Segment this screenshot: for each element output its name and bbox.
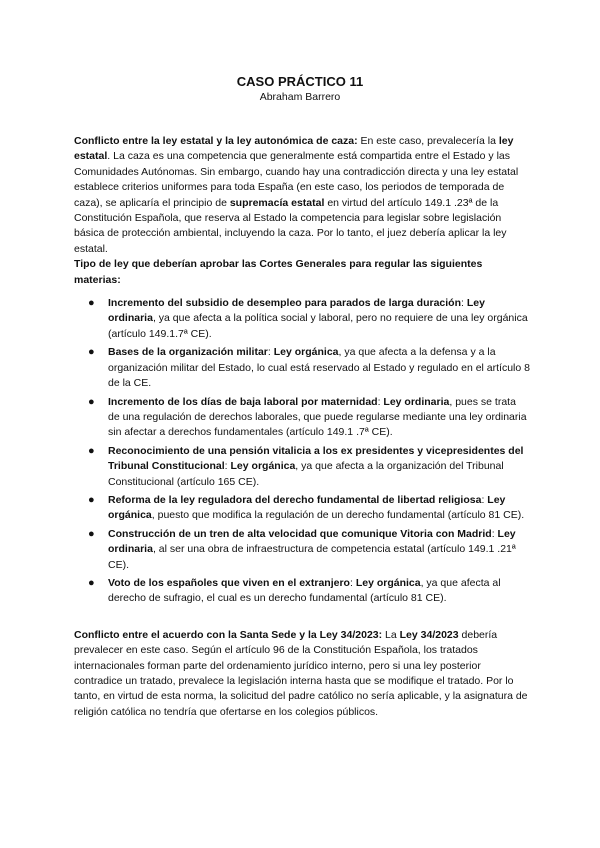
item-law-type: Ley orgánica — [108, 493, 506, 522]
body-text: debería prevalecer en este caso. Según el artículo 96 de la Constitución Española, los tratados internacionales forman parte del ordenamiento jurídico interno, pero si una ley posterior contradice un tratado, prevalece la legislación interna hasta que se modifique el tratado. Por lo tanto, en virtud de esta norma, la solicitud del padre católico no sería aplicable, y la asignatura de religión católica no tendría que ofertarse en los colegios públicos. — [74, 628, 528, 718]
item-subject: Bases de la organización militar — [108, 346, 268, 359]
body-text: En este caso, prevalecería la — [357, 135, 499, 147]
item-text: , ya que afecta a la organización del Tribunal Constitucional (artículo 165 CE). — [108, 460, 504, 488]
item-separator: : — [481, 493, 488, 506]
item-separator: : — [461, 297, 467, 310]
item-subject: Incremento del subsidio de desempleo para parados de larga duración — [108, 297, 462, 310]
list-item — [88, 493, 530, 524]
item-separator: : — [267, 346, 274, 359]
item-subject: Voto de los españoles que viven en el extranjero — [108, 576, 350, 589]
item-separator: : — [491, 527, 498, 540]
list-item — [88, 444, 530, 490]
bullet-icon: ● — [88, 346, 95, 359]
bullet-icon: ● — [88, 297, 95, 310]
item-law-type: Ley ordinaria — [383, 395, 450, 408]
bullet-icon: ● — [88, 527, 95, 540]
bold-term: supremacía estatal — [229, 196, 325, 209]
bullet-icon: ● — [88, 444, 95, 457]
item-separator: : — [224, 460, 231, 473]
section-heading: Tipo de ley que deberían aprobar las Cortes Generales para regular las siguientes materias: — [74, 258, 483, 286]
section-heading: Conflicto entre el acuerdo con la Santa Sede y la Ley 34/2023: — [74, 628, 383, 641]
document-title: CASO PRÁCTICO 11 — [236, 74, 364, 89]
law-types-list — [74, 296, 530, 607]
list-item — [88, 576, 530, 607]
item-law-type: Ley ordinaria — [108, 297, 485, 325]
section-heading: Conflicto entre la ley estatal y la ley autonómica de caza: — [74, 135, 358, 147]
item-law-type: Ley orgánica — [273, 346, 339, 359]
bullet-icon: ● — [88, 493, 95, 506]
list-item — [88, 296, 530, 342]
paragraph-holy-see-conflict — [74, 628, 530, 720]
item-text: , puesto que modifica la regulación de un derecho fundamental (artículo 81 CE). — [151, 509, 525, 522]
item-subject: Construcción de un tren de alta velocidad que comunique Vitoria con Madrid — [108, 527, 492, 540]
bullet-icon: ● — [88, 395, 95, 408]
item-text: , pues se trata de una regulación de derechos laborales, que puede regularse mediante una ley ordinaria sin afectar a derechos fundamentales (artículo 149.1 .7ª CE). — [108, 395, 527, 439]
bullet-icon: ● — [88, 576, 95, 589]
document-body — [74, 134, 530, 720]
bold-term: ley estatal — [74, 135, 514, 163]
item-subject: Incremento de los días de baja laboral por maternidad — [108, 395, 378, 408]
list-item — [88, 345, 530, 391]
item-text: , ya que afecta a la política social y laboral, pero no requiere de una ley orgánica (artículo 149.1.7ª CE). — [108, 312, 528, 340]
item-law-type: Ley orgánica — [355, 576, 421, 589]
item-separator: : — [377, 395, 384, 408]
item-law-type: Ley orgánica — [230, 460, 296, 473]
document-author: Abraham Barrero — [259, 91, 341, 103]
list-item — [88, 395, 530, 441]
item-text: , ya que afecta al derecho de sufragio, el cual es un derecho fundamental (artículo 81 CE). — [108, 576, 501, 605]
body-text: en virtud del artículo 149.1 .23ª de la Constitución Española, que reserva al Estado la competencia para legislar sobre legislación básica de protección ambiental, incluyendo la caza. Por lo tanto, el juez debería aplicar la ley estatal. — [74, 196, 507, 255]
body-text: La — [382, 628, 400, 641]
item-law-type: Ley ordinaria — [108, 527, 516, 556]
paragraph-hunting-law-conflict — [74, 134, 530, 257]
list-item — [88, 527, 530, 573]
section-heading-law-types — [74, 257, 530, 288]
bold-term: Ley 34/2023 — [399, 628, 459, 641]
item-separator: : — [349, 576, 356, 589]
item-text: , ya que afecta a la defensa y a la organización militar del Estado, lo cual está reservado al Estado y regulado en el artículo 8 de la CE. — [108, 346, 530, 390]
item-subject: Reforma de la ley reguladora del derecho fundamental de libertad religiosa — [108, 493, 482, 506]
body-text: . La caza es una competencia que generalmente está compartida entre el Estado y las Comunidades Autónomas. Sin embargo, cuando hay una contradicción directa y una ley estatal establece criterios uniformes para toda España (en este caso, los periodos de temporada de caza), se aplicaría el principio de — [74, 150, 519, 209]
item-subject: Reconocimiento de una pensión vitalicia a los ex presidentes y vicepresidentes del Tribunal Constitucional — [108, 444, 524, 473]
spacer — [74, 610, 530, 628]
item-text: , al ser una obra de infraestructura de competencia estatal (artículo 149.1 .21ª CE). — [108, 543, 516, 571]
